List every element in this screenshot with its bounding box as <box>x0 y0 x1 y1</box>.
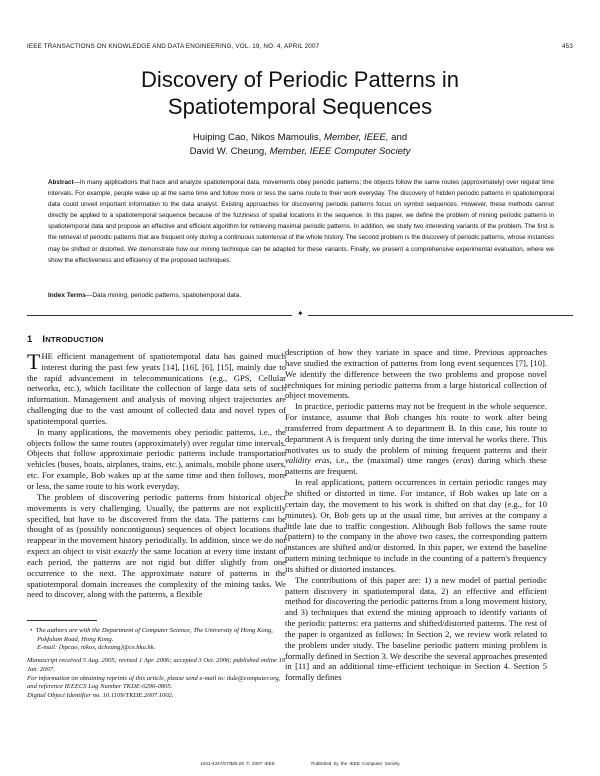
section-heading <box>27 334 286 346</box>
drop-cap: T <box>27 348 41 374</box>
separator-line-left <box>27 315 292 316</box>
running-header <box>27 43 573 50</box>
right-paragraph-3: In real applications, pattern occurrences in certain periodic ranges may be shifted or distorted in time. For instance, if Bob wakes up late on a certain day, the movement to his work is shifted on that day (e.g., for 10 minutes). Or, Bob gets up at the usual time, but arrives at the company a little late due to traffic congestion. Although Bob follows the same route (pattern) to the company in the above two cases, the corresponding pattern instances are shifted and/or distorted. In this paper, we extend the baseline pattern mining technique to include in the counting of a pattern's frequency its shifted or distorted instances. <box>285 477 547 574</box>
abstract-text: —In many applications that track and analyze spatiotemporal data, movements obey periodic patterns; the objects follow the same routes (approximately) over regular time intervals. For example, people wake up at the same time and follow more or less the same route to their work everyday. The discovery of hidden periodic patterns in spatiotemporal data could unveil important information to the data analyst. Existing approaches for discovering periodic patterns focus on symbol sequences. However, these methods cannot directly be applied to a spatiotemporal sequence because of the fuzziness of spatial locations in the sequence. In this paper, we define the problem of mining periodic patterns in spatiotemporal data and propose an effective and efficient algorithm for retrieving maximal periodic patterns. In addition, we study two interesting variants of the problem. The first is the retrieval of periodic patterns that are frequent only during a continuous subinterval of the whole history. The second problem is the discovery of periodic patterns, whose instances may be shifted or distorted. We demonstrate how our mining technique can be adapted for these variants. Finally, we present a comprehensive experimental evaluation, where we show the effectiveness and efficiency of the proposed techniques. <box>48 179 554 264</box>
footnote-manuscript: Manuscript received 5 Aug. 2005; revised 1 Apr. 2006; accepted 3 Oct. 2006; published online 19 Jan. 2007. <box>27 657 286 673</box>
author-membership-2: Member, IEEE Computer Society <box>269 146 411 157</box>
paragraph-3-text-a: The problem of discovering periodic patterns from historical object movements is very challenging. Usually, the patterns are not explicitly specified, but have to be discovered from the data. The patterns can be thought of as (possibly noncontiguous) sequences of object locations that reappear in the movement history periodically. In addition, since we do not expect an object to visit <box>27 491 286 557</box>
page-number: 453 <box>562 43 573 50</box>
left-column <box>27 334 286 600</box>
paragraph-3-emphasis: exactly <box>113 546 138 557</box>
abstract-label: Abstract <box>48 179 74 186</box>
footnote-doi: Digital Object Identifier no. 10.1109/TKDE.2007.1002. <box>27 691 174 699</box>
right-paragraph-2-emphasis-2: eras <box>455 455 471 466</box>
section-title-rest: NTRODUCTION <box>45 335 104 344</box>
footer-issn: 1041-4347/07/$25.00 © 2007 IEEE <box>200 761 275 766</box>
separator-diamond-icon: ✦ <box>297 309 304 318</box>
footnotes <box>27 627 289 701</box>
right-paragraph-4: The contributions of this paper are: 1) a new model of partial periodic pattern discovery in spatiotemporal data, 2) an effective and efficient method for discovering the periodic patterns from a long movement history, and 3) techniques that extend the mining approach to identify variants of the periodic patterns: era patterns and shifted/distorted patterns. The rest of the paper is organized as follows: In Section 2, we review work related to the problem under study. The baseline periodic pattern mining problem is formally defined in Section 3. We describe the several approaches presented in [11] and an additional time-efficient technique in Section 4. Section 5 formally defines <box>285 574 547 683</box>
footnote-affiliation <box>27 627 289 644</box>
footnote-rule <box>27 620 97 621</box>
right-paragraph-2-text-a: In practice, periodic patterns may not be frequent in the whole sequence. For instance, assume that Bob changes his route to work after being transferred from department A to department B. In this case, his route to department A is frequent only during the time interval he works there. This motivates us to study the problem of mining frequent patterns and their <box>285 401 547 455</box>
separator-line-right <box>308 315 573 316</box>
section-title-initial: I <box>42 333 46 344</box>
paragraph-2: In many applications, the movements obey periodic patterns, i.e., the objects follow the same routes (approximately) over regular time intervals. Objects that follow approximate periodic patterns include transportation vehicles (buses, boats, airplanes, trains, etc.), animals, mobile phone users, etc. For example, Bob wakes up at the same time and then follows, more or less, the same route to his work everyday. <box>27 426 286 491</box>
paragraph-1-text: HE efficient management of spatiotemporal data has gained much interest during the past few years [14], [16], [6], [15], mainly due to the rapid advancement in telecommunications (e.g., GPS, Cellular networks, etc.), which facilitate the collection of large data sets of such information. Management and analysis of moving object trajectories are challenging due to the vast amount of collected data and novel types of spatiotemporal queries. <box>27 350 286 426</box>
right-paragraph-2-emphasis-1: validity eras <box>285 455 330 466</box>
section-separator <box>27 309 573 318</box>
author-names-2: David W. Cheung, <box>189 146 267 157</box>
right-paragraph-1: description of how they variate in space and time. Previous approaches have studied the extraction of patterns from long event sequences [7], [10]. We identify the difference between the two problems and propose novel techniques for mining periodic patterns from a large historical collection of object movements. <box>285 347 547 401</box>
paper-title <box>0 66 600 120</box>
paragraph-1 <box>27 348 286 427</box>
page-footer <box>0 761 600 766</box>
index-terms-text: —Data mining, periodic patterns, spatiotemporal data. <box>85 292 242 299</box>
footnote-reprints: For information on obtaining reprints of this article, please send e-mail to: tkde@computer.org, and reference IEEECS Log Number TKDE-0296-0805. <box>27 674 281 691</box>
footnote-bullet: • <box>30 627 33 634</box>
section-number: 1 <box>27 333 33 344</box>
author-conjunction: and <box>391 132 408 143</box>
title-line-2: Spatiotemporal Sequences <box>167 94 433 119</box>
footnote-email: E-mail: {hpcao, nikos, dcheung}@cs.hku.hk. <box>37 644 156 652</box>
paragraph-3 <box>27 492 286 600</box>
author-line-1 <box>0 131 600 145</box>
right-paragraph-2 <box>285 401 547 477</box>
author-list <box>0 131 600 159</box>
paragraph-3-text-b: the same location at every time instant of each period, the patterns are not rigid but differ slightly from one occurrence to the next. The approximate nature of patterns in the spatiotemporal domain increases the complexity of the mining tasks. We need to discover, along with the patterns, a flexible <box>27 546 286 600</box>
author-membership-1: Member, IEEE, <box>323 132 389 143</box>
footnote-affiliation-text: The authors are with the Department of Computer Science, The University of Hong Kong, Pokfulam Road, Hong Kong. <box>35 627 273 643</box>
index-terms <box>48 292 554 299</box>
author-names-1: Huiping Cao, Nikos Mamoulis, <box>192 132 322 143</box>
right-paragraph-2-text-b: , i.e., the (maximal) time ranges ( <box>329 455 456 466</box>
footer-publisher: Published by the IEEE Computer Society <box>311 761 400 766</box>
title-line-1: Discovery of Periodic Patterns in <box>141 67 459 92</box>
index-terms-label: Index Terms <box>48 292 86 299</box>
right-paragraph-2-text-c: ) during which these patterns are frequent. <box>285 455 547 477</box>
right-column <box>285 347 547 683</box>
author-line-2 <box>0 145 600 159</box>
abstract <box>48 177 554 266</box>
journal-header: IEEE TRANSACTIONS ON KNOWLEDGE AND DATA ENGINEERING, VOL. 19, NO. 4, APRIL 2007 <box>27 43 320 50</box>
